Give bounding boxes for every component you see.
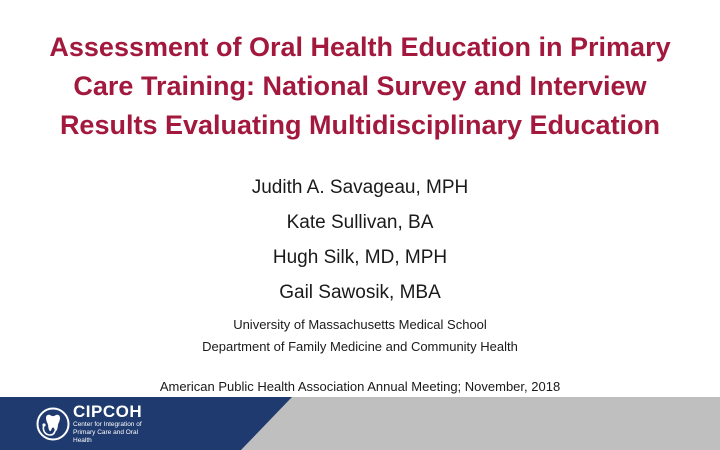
logo-text — [73, 403, 157, 445]
cipcoh-logo — [36, 404, 157, 444]
affiliation-department: Department of Family Medicine and Community Health — [202, 339, 518, 354]
author-name: Gail Sawosik, MBA — [279, 282, 441, 303]
meeting-info: American Public Health Association Annual Meeting; November, 2018 — [159, 379, 561, 394]
author-name: Kate Sullivan, BA — [286, 212, 434, 233]
tooth-stethoscope-icon — [36, 407, 70, 441]
slide-title — [20, 28, 700, 145]
affiliation-institution: University of Massachusetts Medical School — [233, 317, 487, 332]
title-line-3: Results Evaluating Multidisciplinary Education — [59, 110, 661, 140]
title-line-2: Care Training: National Survey and Interview — [73, 71, 647, 101]
logo-tagline: Center for Integration of Primary Care and Oral Health — [73, 421, 142, 444]
logo-name: CIPCOH — [73, 402, 143, 421]
author-block — [0, 170, 720, 358]
author-name: Hugh Silk, MD, MPH — [272, 247, 448, 268]
author-name: Judith A. Savageau, MPH — [251, 177, 469, 198]
title-line-1: Assessment of Oral Health Education in Primary — [49, 32, 671, 62]
